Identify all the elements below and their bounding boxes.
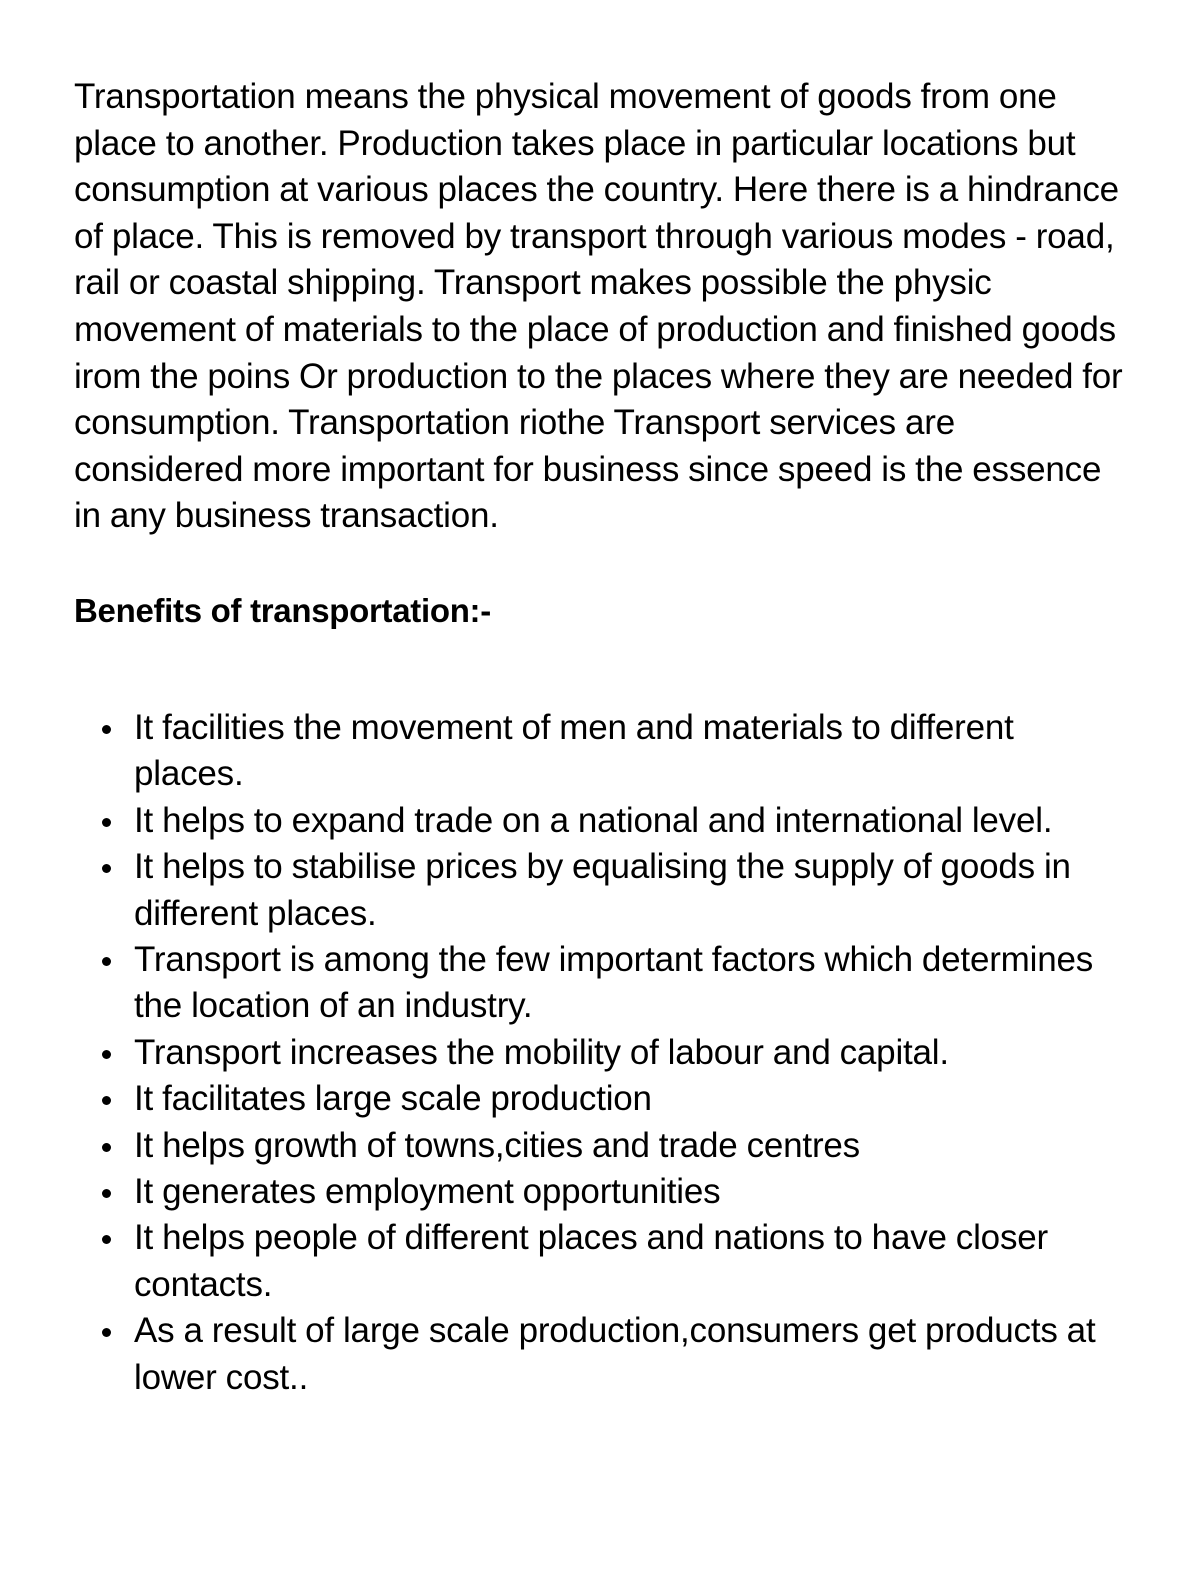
list-item-text: It helps to expand trade on a national and international level. xyxy=(134,800,1053,840)
bullet-icon xyxy=(102,818,111,827)
list-item-text: As a result of large scale production,consumers get products at lower cost.. xyxy=(134,1311,1096,1397)
bullet-icon xyxy=(102,864,111,873)
list-item-text: It facilities the movement of men and materials to different places. xyxy=(134,707,1014,794)
list-item-text: Transport is among the few important factors which determines the location of an industry. xyxy=(134,939,1094,1026)
bullet-icon xyxy=(102,1143,111,1152)
list-item-text: It helps to stabilise prices by equalising the supply of goods in different places. xyxy=(134,847,1071,933)
list-item xyxy=(74,798,1124,844)
bullet-icon xyxy=(102,1235,111,1244)
bullet-icon xyxy=(102,1328,111,1337)
bullet-icon xyxy=(102,957,111,966)
list-item xyxy=(74,1123,1124,1169)
bullet-icon xyxy=(102,1189,111,1198)
list-item xyxy=(74,844,1124,937)
list-item xyxy=(74,1076,1124,1122)
bullet-icon xyxy=(102,1096,111,1105)
intro-paragraph: Transportation means the physical movement of goods from one place to another. Production takes place in particular locations but consumption at various places the country. Here there is a hindrance of place. This is removed by transport through various modes - road, rail or coastal shipping. Transport makes possible the physic movement of materials to the place of production and finished goods irom the poins Or production to the places where they are needed for consumption. Transportation riothe Transport services are considered more important for business since speed is the essence in any business transaction. xyxy=(74,77,1123,536)
benefits-list xyxy=(74,705,1124,1401)
list-item xyxy=(74,937,1124,1030)
list-item xyxy=(74,1169,1124,1215)
bullet-icon xyxy=(102,725,111,734)
list-item-text: It facilitates large scale production xyxy=(134,1079,652,1119)
list-item xyxy=(74,1308,1124,1401)
list-item-text: It helps growth of towns,cities and trade centres xyxy=(134,1125,860,1165)
document-page xyxy=(74,74,1124,1401)
list-item-text: Transport increases the mobility of labour and capital. xyxy=(134,1032,949,1072)
list-item xyxy=(74,705,1124,798)
list-item-text: It helps people of different places and nations to have closer contacts. xyxy=(134,1218,1048,1304)
list-item-text: It generates employment opportunities xyxy=(134,1172,721,1211)
benefits-heading: Benefits of transportation:- xyxy=(74,591,491,629)
bullet-icon xyxy=(102,1050,111,1059)
list-item xyxy=(74,1215,1124,1308)
list-item xyxy=(74,1030,1124,1076)
